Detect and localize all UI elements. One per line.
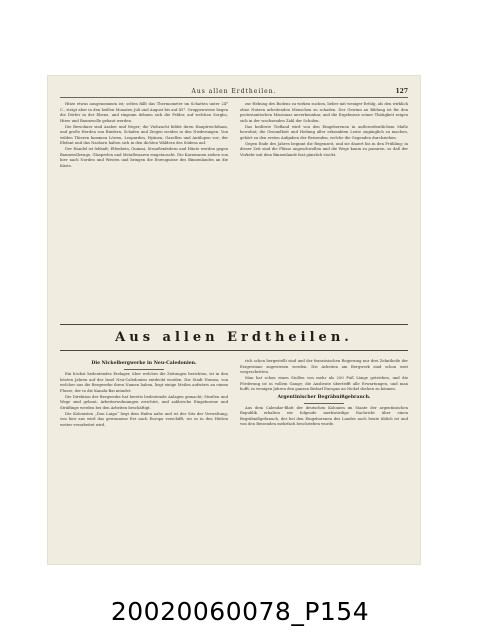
heading-rule bbox=[124, 369, 164, 370]
paragraph: Das heißeste Tiefland wird von den Eingeborenen in außerordentlichem Maße bewohnt; die Gesundheit und Heilung aller erkrankten Leute zugänglich zu machen, gehört zu den ersten Aufgaben der Reisenden, welche die Gegenden durchziehen. bbox=[240, 124, 408, 140]
paragraph: Gegen Ende des Jahres beginnt die Regenzeit, und sie dauert bis in den Frühling; in dieser Zeit sind die Flüsse angeschwollen und die Wege kaum zu passiren, so daß der Verkehr mit dem Binnenlande fast gänzlich stockt. bbox=[240, 141, 408, 157]
section-divider-bottom bbox=[60, 350, 408, 351]
top-right-column bbox=[240, 102, 408, 318]
article-heading: Die Nickelbergwerke in Neu-Caledonien. bbox=[91, 361, 197, 366]
paragraph: Die Kolonisten „Don Luiga“ liegt dem Hafen nahe und ist der Sitz der Verwaltung; von hier aus wird das gewonnene Erz nach Europa verschifft, wo es in den Hütten weiter verarbeitet wird. bbox=[60, 411, 228, 427]
top-left-column bbox=[60, 102, 228, 318]
paragraph: Die Bewohner sind Araber und Neger; die Viehzucht bildet ihren Hauptreichthum, und große Herden von Rindern, Schafen und Ziegen weiden in den Niederungen. Von wilden Thieren kommen Löwen, Leoparden, Hyänen, Gazellen und Antilopen vor; der Elefant und das Nashorn halten sich in den dichten Wäldern des Südens auf. bbox=[60, 124, 228, 145]
paragraph: Hitze etwas ausgenommen ist; selten fällt das Thermometer im Schatten unter 24° C., steigt aber in den heißen Monaten Juli und August bis auf 45°. Gruppenweise liegen die Dörfer in der Ebene, und ringsum dehnen sich die Felder, auf welchen Sorgho, Hirse und Baumwolle gebaut werden. bbox=[60, 102, 228, 123]
paragraph: Die Direktion der Bergwerke hat bereits bedeutende Anlagen gemacht; Straßen und Wege sind gebaut, Arbeiterwohnungen errichtet, und zahlreiche Eingeborene und Sträflinge werden bei den Arbeiten beschäftigt. bbox=[60, 394, 228, 410]
page-number: 127 bbox=[395, 88, 408, 95]
heading-rule bbox=[304, 403, 344, 404]
running-title: Aus allen Erdtheilen. bbox=[191, 88, 277, 95]
running-head bbox=[60, 87, 408, 98]
paragraph: Man hat schon einen Stollen von mehr als 200 Fuß Länge getrieben, und die Förderung ist in vollem Gange; die Ausbeute übertrifft alle Erwartungen, und man hofft, in wenigen Jahren den ganzen Bedarf Europas an Nickel decken zu können. bbox=[240, 376, 408, 391]
paragraph: Aus dem Calendar-Blatt der deutschen Kolonien im Staate der argentinischen Republik erhalten wir folgende merkwürdige Nachricht über einen Begräbnißgebrauch, der bei den Eingeborenen des Landes noch heute üblich ist und von den Reisenden mehrfach beschrieben wurde. bbox=[240, 405, 408, 426]
bottom-left-column bbox=[60, 359, 228, 559]
scanned-page bbox=[48, 76, 420, 564]
bottom-right-column bbox=[240, 359, 408, 559]
paragraph: Ein höchst bedeutendes Erzlager, über welches die Zeitungen berichten, ist in den letzten Jahren auf der Insel Neu-Caledonien entdeckt worden. Die Stadt Numea, von welcher aus die Bergwerke ihren Namen haben, liegt einige Meilen aufwärts an einem Flusse, der in die Kanala-Bai mündet. bbox=[60, 372, 228, 393]
paragraph: Der Handel ist lebhaft; Elfenbein, Gummi, Straußenfedern und Häute werden gegen Baumwollzeuge, Glasperlen und Metallwaaren eingetauscht. Die Karawanen ziehen von hier nach Norden und Westen und bringen die Erzeugnisse des Binnenlandes an die Küste. bbox=[60, 147, 228, 168]
article-heading: Argentinischer Begräbnißgebrauch. bbox=[277, 394, 371, 400]
paragraph: zur Hebung des Bodens zu wirken suchen, lieber mit weniger Erfolg, als den wirklich ohne Nutzen arbeitenden Menschen zu schaden. Der Gewinn an Bildung ist für den protestantischen Missionar unverkennbar, und die Ergebnisse seiner Thätigkeit zeigen sich in der wachsenden Zahl der Schulen. bbox=[240, 102, 408, 123]
image-id-caption: 20020060078_P154 bbox=[110, 597, 370, 626]
paragraph: rich schon hergestellt sind und der französischen Regierung nur drei Zehntheile der Erzgewinne zugewiesen werden. Die Arbeiten am Bergwerk sind schon weit vorgeschritten. bbox=[240, 359, 408, 374]
section-divider-top bbox=[60, 324, 408, 325]
section-title: Aus allen Erdtheilen. bbox=[115, 330, 353, 345]
